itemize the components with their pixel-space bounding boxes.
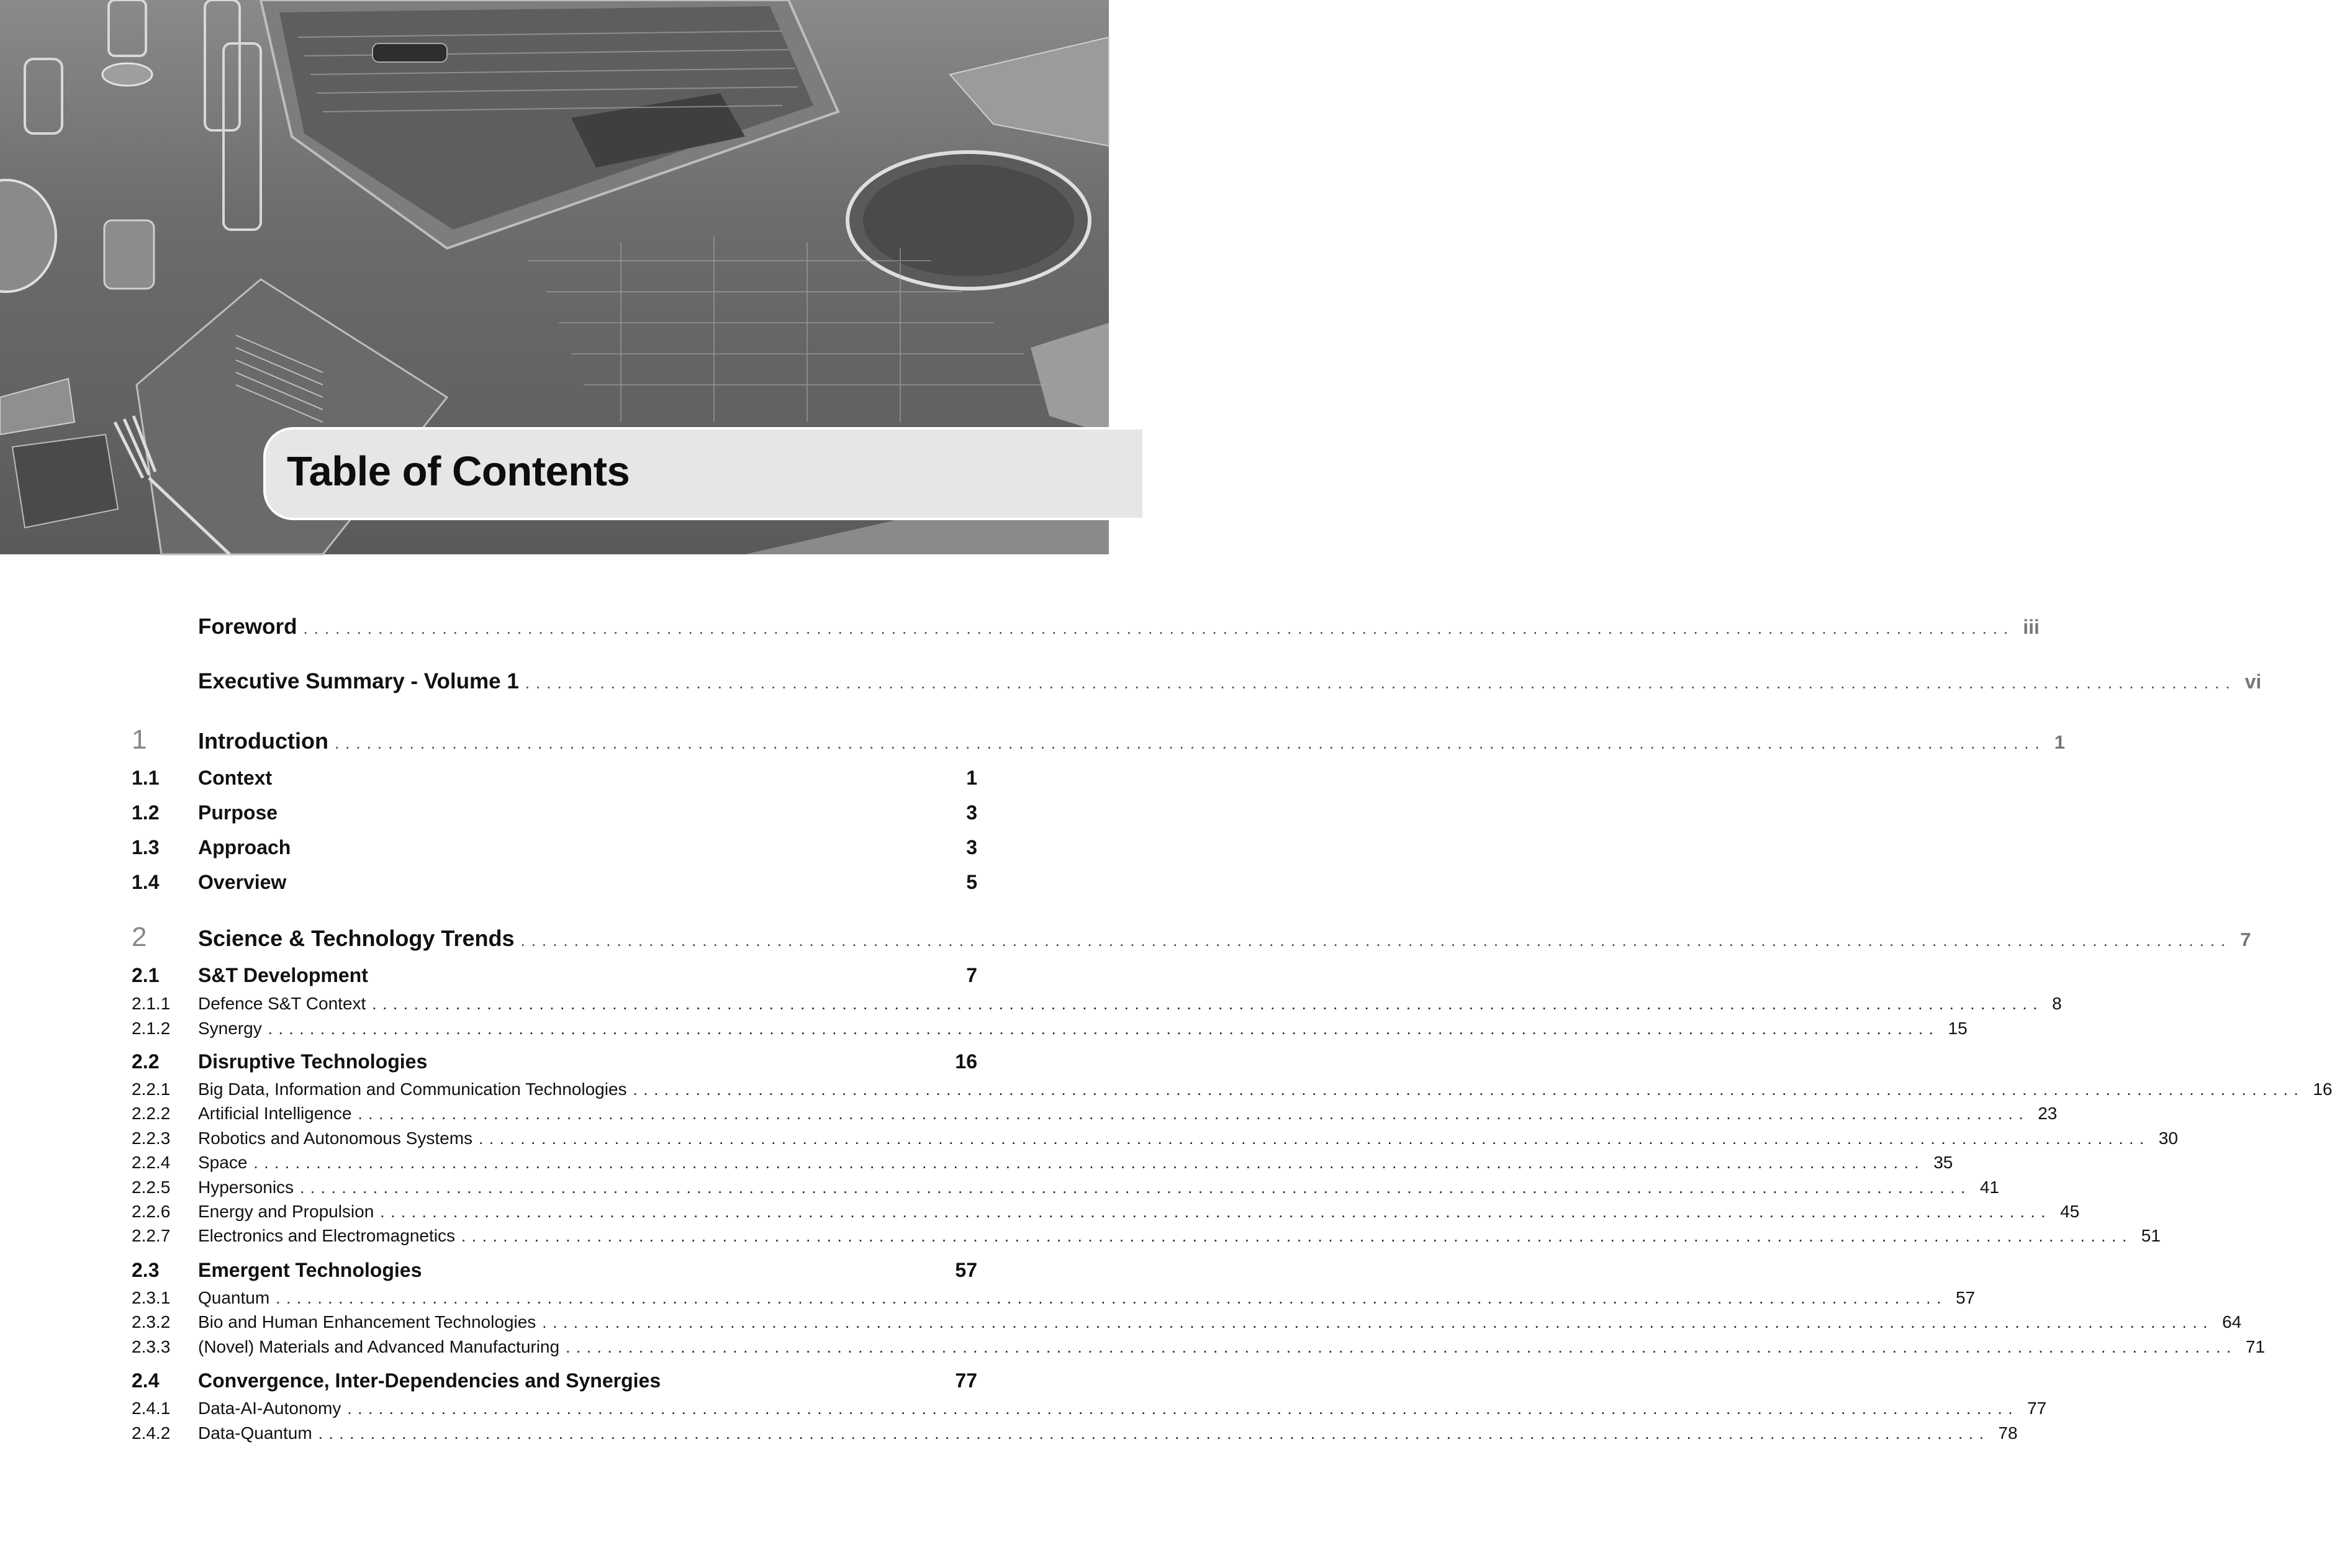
toc-entry-title: Bio and Human Enhancement Technologies bbox=[198, 1312, 536, 1331]
toc-entry-title: Big Data, Information and Communication Technologies bbox=[198, 1079, 627, 1099]
toc-entry-section[interactable] bbox=[132, 871, 977, 894]
toc-entry-number: 2.4.2 bbox=[132, 1423, 171, 1443]
toc-entry-section[interactable] bbox=[132, 801, 977, 824]
toc-entry-page: 3 bbox=[966, 801, 977, 824]
toc-entry-number: 2.1.1 bbox=[132, 994, 171, 1013]
toc-entry-page: 78 bbox=[1998, 1423, 2018, 1443]
toc-entry-number: 1.1 bbox=[132, 767, 160, 789]
toc-entry-section[interactable] bbox=[132, 767, 977, 790]
toc-entry-subsection[interactable] bbox=[132, 1226, 2161, 1246]
toc-entry-title: Purpose bbox=[198, 801, 278, 824]
toc-entry-number: 2.2.1 bbox=[132, 1079, 171, 1099]
toc-entry-title: S&T Development bbox=[198, 964, 368, 986]
toc-entry-special[interactable] bbox=[132, 615, 2040, 639]
toc-entry-number: 2.4.1 bbox=[132, 1399, 171, 1418]
toc-entry-subsection[interactable] bbox=[132, 1202, 2080, 1222]
toc-entry-page: 35 bbox=[1933, 1153, 1953, 1172]
toc-entry-subsection[interactable] bbox=[132, 1019, 1968, 1039]
toc-entry-subsection[interactable] bbox=[132, 1399, 2047, 1418]
toc-entry-page: 45 bbox=[2060, 1202, 2080, 1221]
toc-leader-dots: ................................................................................................................................................................ bbox=[253, 1153, 1925, 1172]
toc-entry-page: 7 bbox=[966, 964, 977, 986]
toc-entry-number: 2.2.3 bbox=[132, 1129, 171, 1148]
toc-entry-title: Hypersonics bbox=[198, 1178, 294, 1197]
toc-entry-page: 41 bbox=[1979, 1178, 1999, 1197]
toc-entry-title: Synergy bbox=[198, 1019, 262, 1038]
toc-entry-page: 7 bbox=[2240, 929, 2251, 950]
toc-leader-dots: ................................................................................................................................................................ bbox=[372, 994, 2044, 1013]
toc-entry-section[interactable] bbox=[132, 836, 977, 859]
toc-entry-title: Emergent Technologies bbox=[198, 1259, 422, 1281]
toc-leader-dots: ................................................................................................................................................................ bbox=[520, 931, 2232, 950]
toc-entry-number: 2.1.2 bbox=[132, 1019, 171, 1038]
toc-leader-dots: ................................................................................................................................................................ bbox=[300, 1178, 1971, 1197]
toc-entry-title: Introduction bbox=[198, 728, 328, 754]
page-title: Table of Contents bbox=[287, 448, 630, 495]
toc-entry-title: Quantum bbox=[198, 1288, 270, 1307]
toc-entry-page: 57 bbox=[1955, 1288, 1976, 1307]
toc-entry-title: (Novel) Materials and Advanced Manufacturing bbox=[198, 1337, 560, 1356]
toc-entry-title: Electronics and Electromagnetics bbox=[198, 1226, 455, 1245]
toc-entry-number: 2.2 bbox=[132, 1050, 160, 1073]
toc-entry-chapter[interactable] bbox=[132, 922, 2251, 953]
toc-entry-section[interactable] bbox=[132, 964, 977, 987]
toc-entry-subsection[interactable] bbox=[132, 1423, 2018, 1443]
toc-entry-title: Foreword bbox=[198, 615, 297, 639]
toc-entry-title: Artificial Intelligence bbox=[198, 1104, 352, 1123]
toc-entry-title: Defence S&T Context bbox=[198, 994, 366, 1013]
toc-entry-page: 71 bbox=[2245, 1337, 2266, 1356]
toc-entry-number: 2.4 bbox=[132, 1369, 160, 1392]
toc-leader-dots: ................................................................................................................................................................ bbox=[303, 619, 2015, 638]
toc-entry-number: 2.2.5 bbox=[132, 1178, 171, 1197]
toc-leader-dots: ................................................................................................................................................................ bbox=[479, 1129, 2150, 1148]
toc-leader-dots: ................................................................................................................................................................ bbox=[633, 1080, 2305, 1099]
toc-entry-page: 30 bbox=[2158, 1129, 2178, 1148]
toc-entry-page: 16 bbox=[955, 1050, 977, 1073]
toc-entry-number: 2 bbox=[132, 922, 147, 952]
toc-entry-chapter[interactable] bbox=[132, 724, 2065, 755]
toc-leader-dots: ................................................................................................................................................................ bbox=[358, 1104, 2030, 1123]
toc-leader-dots: ................................................................................................................................................................ bbox=[276, 1289, 1947, 1307]
toc-entry-title: Data-AI-Autonomy bbox=[198, 1399, 341, 1418]
toc-entry-number: 1.3 bbox=[132, 836, 160, 858]
toc-entry-title: Science & Technology Trends bbox=[198, 926, 515, 951]
toc-leader-dots: ................................................................................................................................................................ bbox=[334, 734, 2046, 752]
toc-entry-subsection[interactable] bbox=[132, 1079, 2332, 1099]
toc-entry-page: 64 bbox=[2222, 1312, 2242, 1331]
toc-entry-page: 8 bbox=[2052, 994, 2062, 1013]
toc-leader-dots: ................................................................................................................................................................ bbox=[542, 1313, 2214, 1331]
toc-entry-title: Executive Summary - Volume 1 bbox=[198, 669, 519, 693]
toc-entry-page: 77 bbox=[2027, 1399, 2047, 1418]
toc-entry-title: Energy and Propulsion bbox=[198, 1202, 374, 1221]
toc-entry-number: 2.2.7 bbox=[132, 1226, 171, 1245]
toc-entry-number: 2.3.1 bbox=[132, 1288, 171, 1307]
toc-leader-dots: ................................................................................................................................................................ bbox=[268, 1019, 1940, 1038]
toc-entry-title: Convergence, Inter-Dependencies and Synergies bbox=[198, 1369, 661, 1392]
toc-entry-page: 3 bbox=[966, 836, 977, 858]
toc-entry-number: 2.3 bbox=[132, 1259, 160, 1281]
toc-leader-dots: ................................................................................................................................................................ bbox=[347, 1399, 2019, 1418]
toc-entry-subsection[interactable] bbox=[132, 1153, 1953, 1173]
toc-entry-subsection[interactable] bbox=[132, 1104, 2058, 1124]
toc-leader-dots: ................................................................................................................................................................ bbox=[525, 674, 2236, 692]
toc-entry-number: 1.2 bbox=[132, 801, 160, 824]
toc-entry-subsection[interactable] bbox=[132, 1129, 2178, 1148]
toc-leader-dots: ................................................................................................................................................................ bbox=[318, 1424, 1990, 1443]
toc-entry-title: Context bbox=[198, 767, 273, 789]
toc-entry-page: 77 bbox=[955, 1369, 977, 1392]
toc-entry-section[interactable] bbox=[132, 1369, 977, 1392]
toc-entry-page: 1 bbox=[966, 767, 977, 789]
toc-entry-special[interactable] bbox=[132, 669, 2262, 694]
toc-entry-section[interactable] bbox=[132, 1050, 977, 1073]
toc-entry-title: Robotics and Autonomous Systems bbox=[198, 1129, 473, 1148]
toc-entry-number: 1 bbox=[132, 724, 147, 755]
toc-entry-page: 51 bbox=[2141, 1226, 2161, 1245]
toc-leader-dots: ................................................................................................................................................................ bbox=[566, 1338, 2237, 1356]
toc-entry-title: Data-Quantum bbox=[198, 1423, 312, 1443]
toc-entry-title: Overview bbox=[198, 871, 287, 893]
toc-entry-page: iii bbox=[2023, 616, 2040, 638]
toc-entry-subsection[interactable] bbox=[132, 1178, 1999, 1197]
toc-entry-number: 2.2.2 bbox=[132, 1104, 171, 1123]
toc-entry-subsection[interactable] bbox=[132, 994, 2062, 1014]
toc-entry-title: Space bbox=[198, 1153, 248, 1172]
toc-entry-number: 2.3.2 bbox=[132, 1312, 171, 1331]
toc-entry-subsection[interactable] bbox=[132, 1337, 2266, 1357]
toc-entry-page: 16 bbox=[2313, 1079, 2332, 1099]
toc-entry-subsection[interactable] bbox=[132, 1288, 1976, 1308]
toc-entry-number: 1.4 bbox=[132, 871, 160, 893]
toc-entry-number: 2.1 bbox=[132, 964, 160, 986]
toc-entry-number: 2.2.4 bbox=[132, 1153, 171, 1172]
toc-entry-page: 15 bbox=[1948, 1019, 1968, 1038]
toc-entry-page: 5 bbox=[966, 871, 977, 893]
toc-leader-dots: ................................................................................................................................................................ bbox=[380, 1202, 2052, 1221]
toc-entry-number: 2.2.6 bbox=[132, 1202, 171, 1221]
toc-entry-title: Approach bbox=[198, 836, 291, 858]
toc-entry-page: 57 bbox=[955, 1259, 977, 1281]
toc-entry-page: vi bbox=[2244, 670, 2262, 693]
toc-entry-page: 1 bbox=[2054, 731, 2065, 753]
toc-entry-subsection[interactable] bbox=[132, 1312, 2242, 1332]
toc-leader-dots: ................................................................................................................................................................ bbox=[461, 1227, 2133, 1245]
toc-entry-number: 2.3.3 bbox=[132, 1337, 171, 1356]
toc-entry-title: Disruptive Technologies bbox=[198, 1050, 428, 1073]
toc-entry-page: 23 bbox=[2038, 1104, 2058, 1123]
toc-entry-section[interactable] bbox=[132, 1259, 977, 1282]
